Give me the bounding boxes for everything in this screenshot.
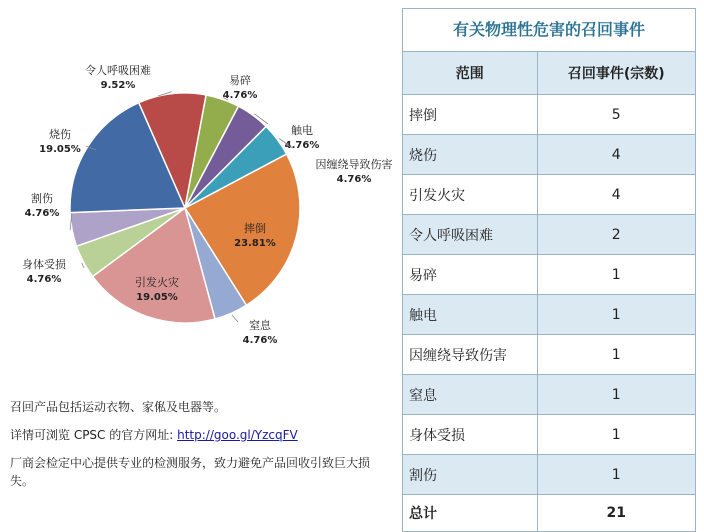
table-row [403,255,695,295]
row-count: 1 [537,335,695,375]
table-row [403,295,695,335]
table-total-row [403,495,695,532]
table-header-row [403,52,695,95]
slice-name: 身体受损 [22,258,66,271]
slice-name: 烧伤 [49,128,71,141]
row-count: 5 [537,95,695,135]
row-count: 1 [537,375,695,415]
row-count: 4 [537,135,695,175]
row-count: 1 [537,295,695,335]
note-products: 召回产品包括运动衣物、家俬及电器等。 [10,400,227,414]
slice-name: 窒息 [249,319,271,332]
total-label: 总计 [403,495,537,532]
note-website-label: 详情可浏览 CPSC 的官方网址: [10,428,174,442]
table-row [403,95,695,135]
slice-label [316,157,393,185]
row-range: 触电 [403,295,537,335]
slice-name: 因缠绕导致伤害 [315,158,393,171]
slice-percent: 4.76% [222,90,258,101]
total-value: 21 [537,495,695,532]
row-count: 2 [537,215,695,255]
row-range: 窒息 [403,375,537,415]
cpsc-link[interactable]: http://goo.gl/YzcqFV [177,428,298,442]
slice-percent: 4.76% [242,335,278,346]
table-row [403,375,695,415]
row-count: 1 [537,455,695,495]
note-website [10,426,380,444]
row-range: 因缠绕导致伤害 [403,335,537,375]
header-range: 范围 [403,52,537,95]
slice-percent: 4.76% [26,274,62,285]
slice-name: 引发火灾 [135,276,179,289]
leader-line [232,315,238,322]
row-range: 易碎 [403,255,537,295]
row-range: 摔倒 [403,95,537,135]
recall-table [402,8,696,532]
slice-label [243,318,278,346]
slice-percent: 4.76% [24,208,60,219]
slice-name: 易碎 [229,74,251,87]
slice-name: 令人呼吸困难 [85,64,151,77]
table-row [403,135,695,175]
table-row [403,455,695,495]
header-count: 召回事件(宗数) [537,52,695,95]
row-count: 4 [537,175,695,215]
slice-name: 摔倒 [244,222,266,235]
slice-label [25,191,60,219]
slice-percent: 9.52% [100,80,136,91]
row-range: 割伤 [403,455,537,495]
pie-chart [0,0,400,390]
slice-percent: 4.76% [284,140,320,151]
row-range: 烧伤 [403,135,537,175]
slice-name: 触电 [291,124,313,137]
row-count: 1 [537,415,695,455]
slice-percent: 23.81% [234,238,276,249]
table-row [403,415,695,455]
slice-label [223,73,258,101]
row-count: 1 [537,255,695,295]
slice-label [85,63,151,91]
slice-percent: 19.05% [136,292,178,303]
table-row [403,175,695,215]
table-row [403,215,695,255]
row-range: 引发火灾 [403,175,537,215]
notes [10,398,380,500]
slice-label [39,127,81,155]
recall-grid [403,52,695,531]
slice-percent: 19.05% [39,144,81,155]
row-range: 令人呼吸困难 [403,215,537,255]
slice-label [22,257,66,285]
row-range: 身体受损 [403,415,537,455]
note-service: 厂商会检定中心提供专业的检测服务，致力避免产品回收引致巨大损失。 [10,456,371,488]
slice-percent: 4.76% [336,174,372,185]
table-title: 有关物理性危害的召回事件 [403,9,695,52]
slice-name: 割伤 [31,192,53,205]
table-row [403,335,695,375]
